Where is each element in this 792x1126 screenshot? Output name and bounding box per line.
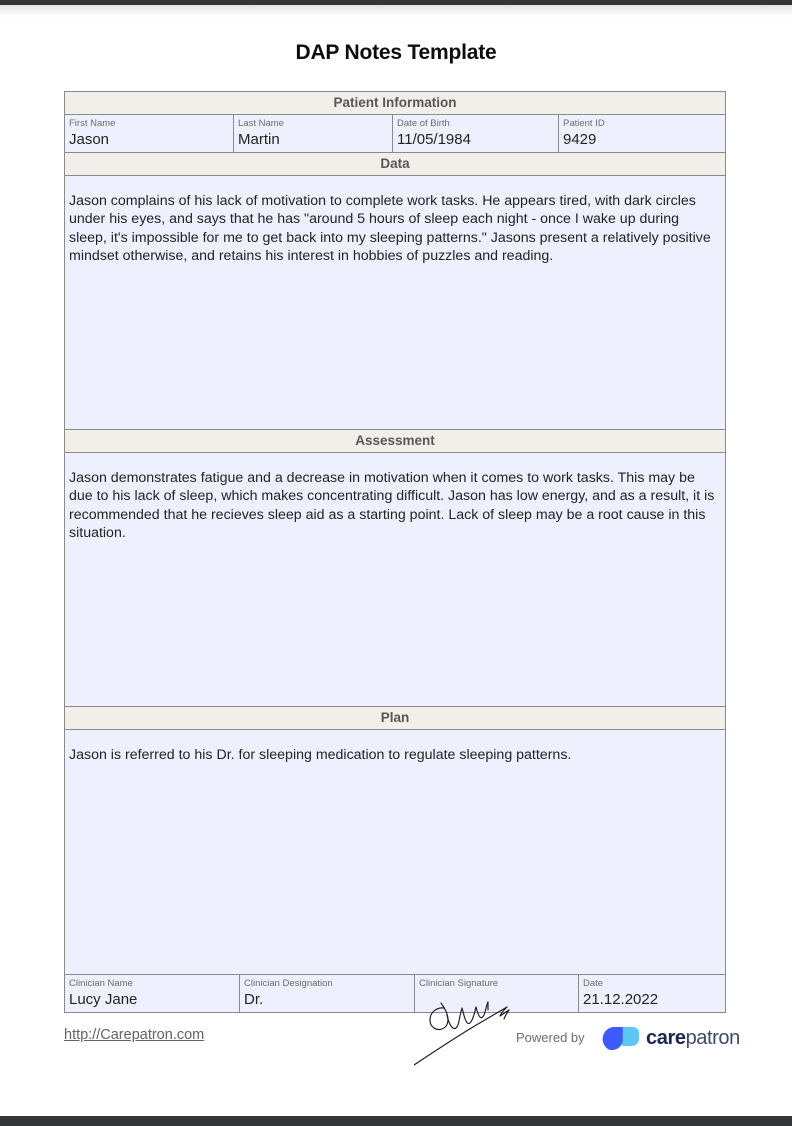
field-value-patient-id: 9429	[563, 131, 597, 148]
brand-word-care: care	[646, 1027, 686, 1049]
section-body-text-assessment: Jason demonstrates fatigue and a decrease in motivation when it comes to work tasks. This may be due to his lack of sleep, which makes concentrating difficult. Jason has low energy, and as a result, it is recommended that he recieves sleep aid as a starting point. Lack of sleep may be a root cause in this situation.	[69, 470, 715, 541]
field-clinician-designation[interactable]	[240, 975, 415, 1012]
dap-notes-form-table	[64, 91, 726, 1013]
field-patient-id[interactable]	[559, 115, 725, 152]
field-label-clinician-designation: Clinician Designation	[244, 978, 333, 989]
section-body-plan[interactable]	[65, 730, 725, 974]
field-label-date-of-birth: Date of Birth	[397, 118, 450, 129]
field-value-clinician-date: 21.12.2022	[583, 991, 659, 1008]
clinician-row	[65, 975, 725, 1012]
section-body-assessment[interactable]	[65, 453, 725, 706]
carepatron-logo	[598, 1021, 740, 1055]
field-first-name[interactable]	[65, 115, 234, 152]
section-header-data: Data	[65, 153, 725, 176]
powered-by-label: Powered by	[516, 1030, 585, 1045]
section-header-assessment: Assessment	[65, 430, 725, 453]
field-label-clinician-name: Clinician Name	[69, 978, 133, 989]
field-clinician-signature[interactable]	[415, 975, 579, 1012]
page-title: DAP Notes Template	[295, 41, 497, 64]
field-value-clinician-designation: Dr.	[244, 991, 264, 1008]
carepatron-wordmark	[646, 1026, 740, 1050]
field-label-patient-id: Patient ID	[563, 118, 605, 129]
section-header-plan: Plan	[65, 707, 725, 730]
section-header-patient-information: Patient Information	[65, 92, 725, 115]
field-value-date-of-birth: 11/05/1984	[397, 131, 471, 148]
field-date-of-birth[interactable]	[393, 115, 559, 152]
field-label-clinician-date: Date	[583, 978, 604, 989]
field-clinician-date[interactable]	[579, 975, 725, 1012]
carepatron-mark-icon	[598, 1025, 640, 1053]
patient-information-row	[65, 115, 725, 153]
field-value-clinician-name: Lucy Jane	[69, 991, 138, 1008]
field-label-first-name: First Name	[69, 118, 116, 129]
field-label-clinician-signature: Clinician Signature	[419, 978, 499, 989]
viewer-bottom-chrome-bar	[0, 1116, 792, 1126]
page-footer	[64, 1021, 740, 1067]
viewer-top-shadow	[0, 5, 792, 19]
section-body-data[interactable]	[65, 176, 725, 429]
field-clinician-name[interactable]	[65, 975, 240, 1012]
carepatron-website-link[interactable]: http://Carepatron.com	[64, 1027, 205, 1043]
field-value-last-name: Martin	[238, 131, 280, 148]
field-label-last-name: Last Name	[238, 118, 284, 129]
field-last-name[interactable]	[234, 115, 393, 152]
document-page	[0, 19, 792, 1116]
section-body-text-data: Jason complains of his lack of motivation to complete work tasks. He appears tired, with dark circles under his eyes, and says that he has "around 5 hours of sleep each night - once I wake up during sleep, it's impossible for me to get back into my sleeping patterns." Jasons present a relatively positive mindset otherwise, and retains his interest in hobbies of puzzles and reading.	[69, 193, 711, 264]
field-value-first-name: Jason	[69, 131, 110, 148]
brand-word-patron: patron	[685, 1027, 740, 1049]
section-body-text-plan: Jason is referred to his Dr. for sleeping medication to regulate sleeping patterns.	[69, 747, 572, 763]
